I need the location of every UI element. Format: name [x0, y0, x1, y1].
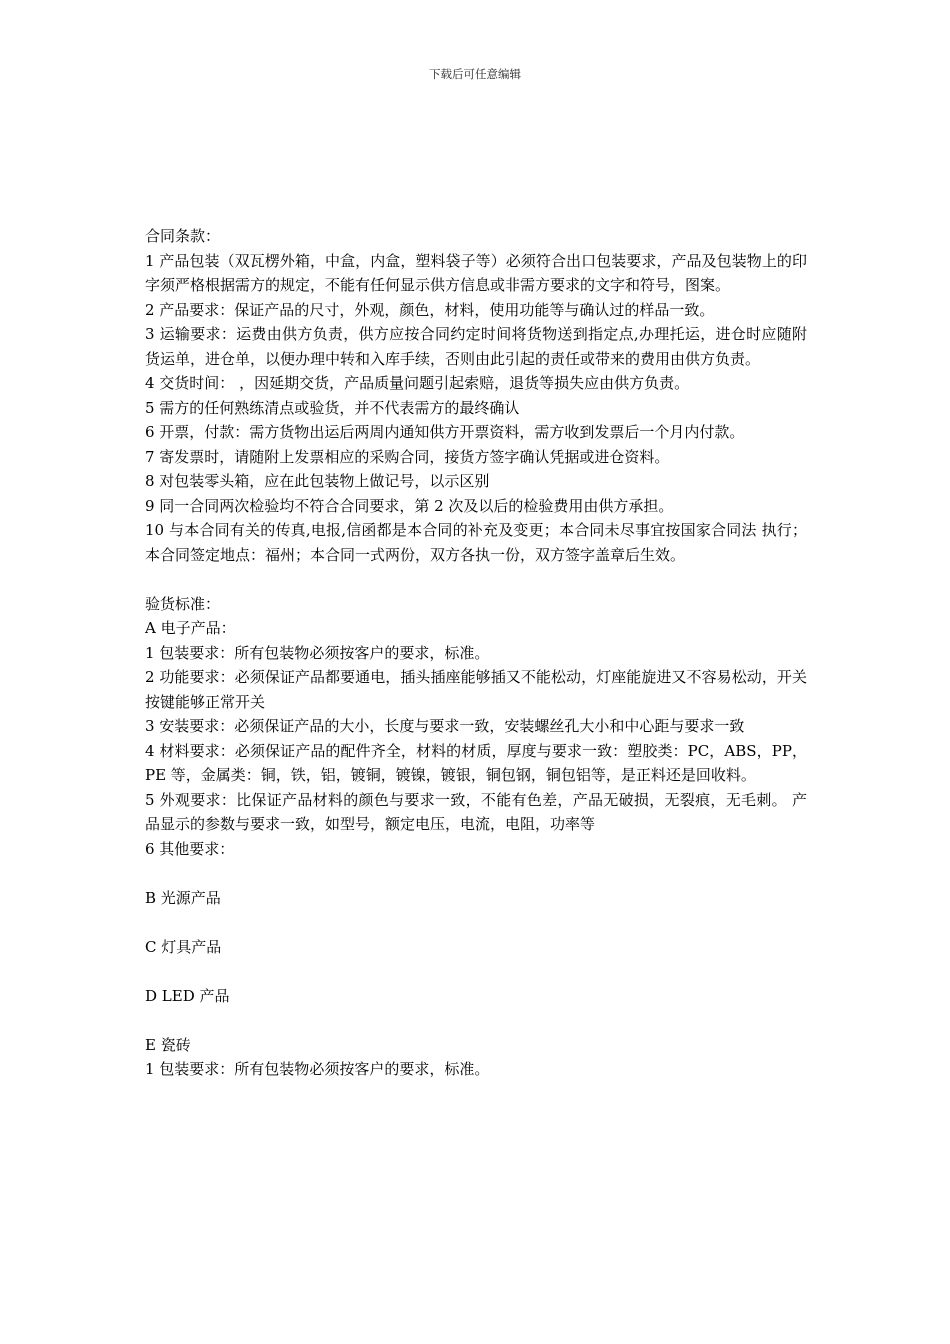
- page-header: 下载后可任意编辑: [429, 67, 521, 81]
- section-a-item-2: 2 功能要求：必须保证产品都要通电，插头插座能够插又不能松动，灯座能旋进又不容易松动，开关按键能够正常开关: [145, 668, 807, 711]
- spacer: [145, 567, 807, 592]
- section-e-title: E 瓷砖: [145, 1035, 191, 1054]
- spacer: [145, 910, 807, 935]
- section-c-title: C 灯具产品: [145, 937, 222, 956]
- contract-item-8: 8 对包装零头箱，应在此包装物上做记号，以示区别: [145, 472, 490, 490]
- spacer: [145, 959, 807, 984]
- contract-item-4: 4 交货时间： ，因延期交货，产品质量问题引起索赔，退货等损失应由供方负责。: [145, 374, 690, 392]
- section-a-item-4: 4 材料要求：必须保证产品的配件齐全，材料的材质，厚度与要求一致：塑胶类：PC，ABS，PP，PE 等，金属类：铜，铁，铝，镀铜，镀镍，镀银，铜包钢，铜包铝等，是正料还是回收料。: [145, 741, 807, 784]
- inspection-title: 验货标准：: [145, 594, 221, 613]
- contract-item-1: 1 产品包装（双瓦楞外箱，中盒，内盒，塑料袋子等）必须符合出口包装要求，产品及包装物上的印字须严格根据需方的规定，不能有任何显示供方信息或非需方要求的文字和符号，图案。: [145, 251, 807, 294]
- section-e-item-1: 1 包装要求：所有包装物必须按客户的要求，标准。: [145, 1060, 490, 1078]
- document-body: [145, 224, 807, 1082]
- section-a-item-3: 3 安装要求：必须保证产品的大小，长度与要求一致，安装螺丝孔大小和中心距与要求一致: [145, 717, 745, 735]
- contract-item-7: 7 寄发票时，请随附上发票相应的采购合同，接货方签字确认凭据或进仓资料。: [145, 447, 670, 466]
- spacer: [145, 861, 807, 886]
- contract-item-6: 6 开票，付款：需方货物出运后两周内通知供方开票资料，需方收到发票后一个月内付款。: [145, 423, 745, 441]
- section-d-title: D LED 产品: [145, 986, 230, 1005]
- spacer: [145, 1008, 807, 1033]
- contract-title: 合同条款：: [145, 227, 221, 245]
- section-a-title: A 电子产品：: [145, 619, 236, 637]
- contract-item-5: 5 需方的任何熟练清点或验货，并不代表需方的最终确认: [145, 398, 520, 417]
- section-a-item-1: 1 包装要求：所有包装物必须按客户的要求，标准。: [145, 643, 490, 662]
- contract-item-9: 9 同一合同两次检验均不符合合同要求，第 2 次及以后的检验费用由供方承担。: [145, 496, 674, 515]
- contract-item-10: 10 与本合同有关的传真,电报,信函都是本合同的补充及变更；本合同未尽事宜按国家合同法 执行；本合同签定地点：福州；本合同一式两份，双方各执一份，双方签字盖章后生效。: [145, 521, 807, 564]
- section-b-title: B 光源产品: [145, 888, 221, 907]
- section-a-item-5: 5 外观要求：比保证产品材料的颜色与要求一致，不能有色差，产品无破损，无裂痕，无毛刺。 产品显示的参数与要求一致，如型号，额定电压，电流，电阻，功率等: [145, 790, 807, 833]
- contract-item-3: 3 运输要求：运费由供方负责，供方应按合同约定时间将货物送到指定点,办理托运，进仓时应随附货运单，进仓单，以便办理中转和入库手续，否则由此引起的责任或带来的费用由供方负责。: [145, 325, 807, 368]
- contract-item-2: 2 产品要求：保证产品的尺寸，外观，颜色，材料，使用功能等与确认过的样品一致。: [145, 300, 715, 319]
- section-a-item-6: 6 其他要求：: [145, 839, 235, 858]
